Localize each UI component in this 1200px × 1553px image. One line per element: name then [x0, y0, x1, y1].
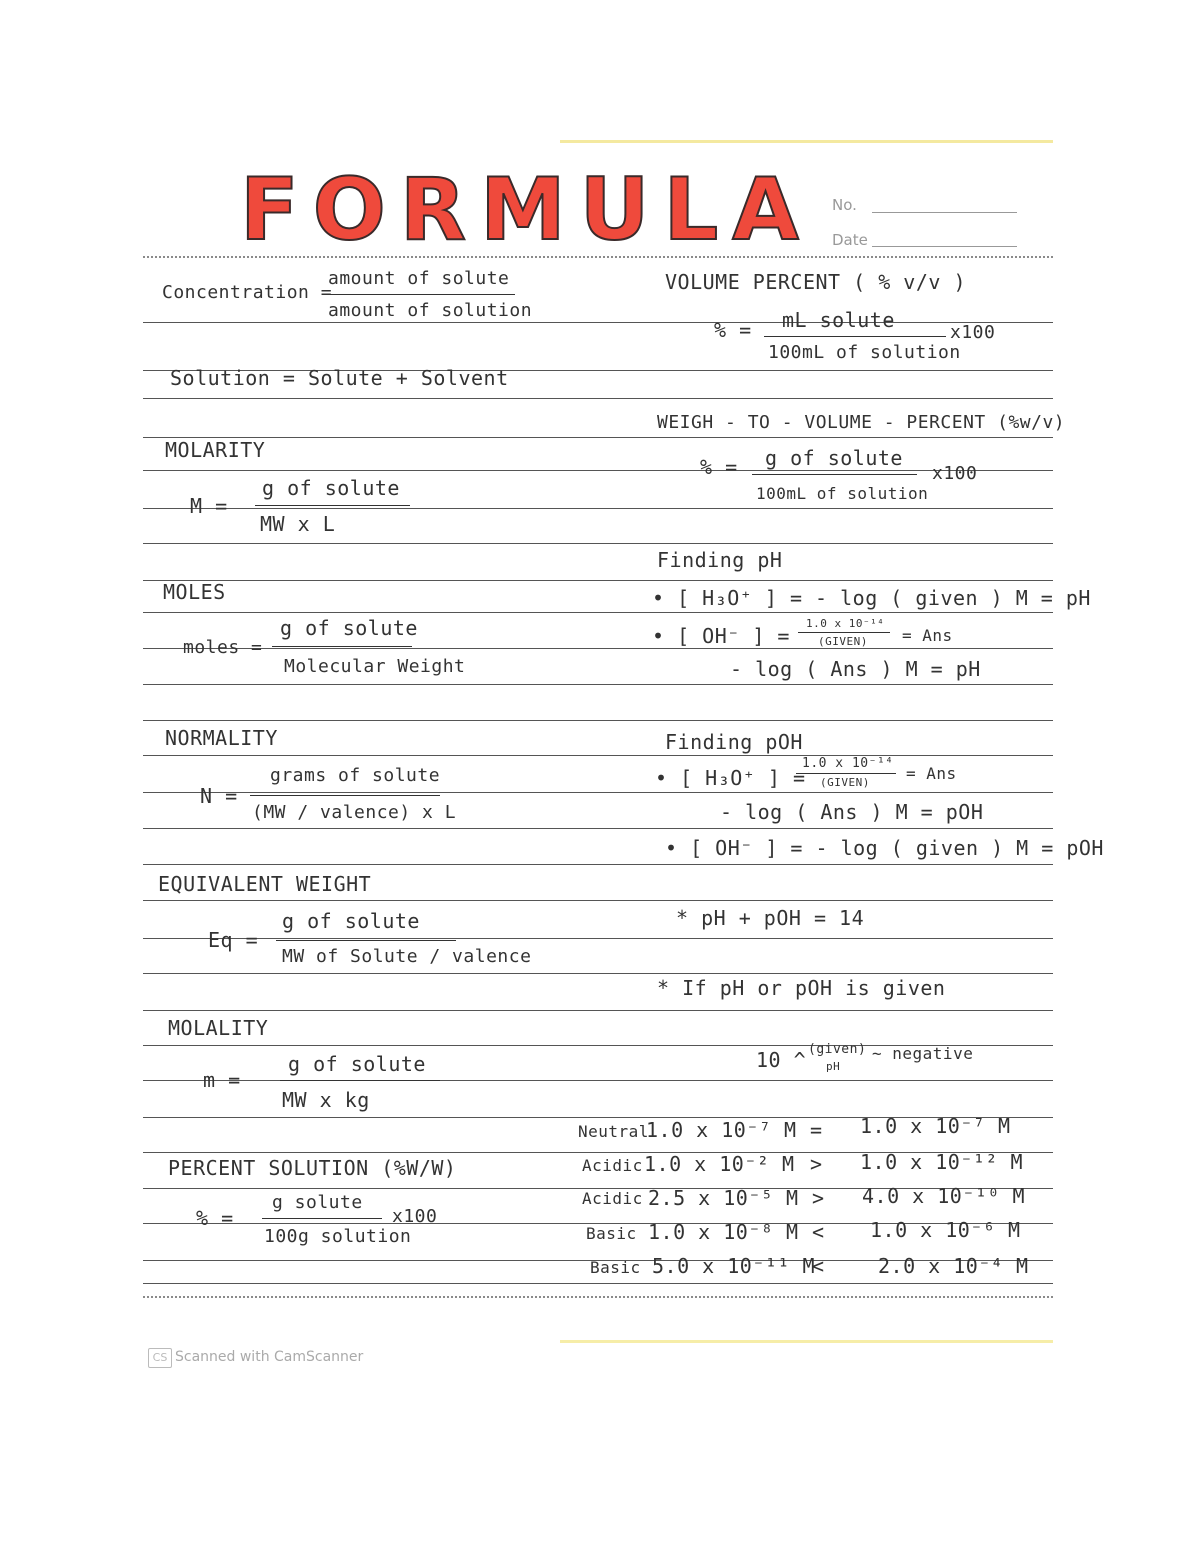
rule: [143, 900, 1053, 901]
comparison-label: Basic: [586, 1224, 637, 1243]
concentration-label: Concentration =: [162, 282, 333, 303]
rule: [143, 437, 1053, 438]
weight-volume-numerator: g of solute: [765, 446, 903, 470]
normality-lhs: N =: [200, 784, 238, 808]
normality-heading: NORMALITY: [165, 726, 278, 750]
comparison-right-value: 1.0 x 10⁻¹² M: [860, 1150, 1024, 1174]
rule: [143, 612, 1053, 613]
power-exponent: (given): [808, 1042, 867, 1057]
moles-denominator: Molecular Weight: [284, 656, 466, 677]
equivalent-weight-heading: EQUIVALENT WEIGHT: [158, 872, 372, 896]
finding-ph-heading: Finding pH: [657, 548, 783, 572]
finding-poh-line1-denominator: (GIVEN): [820, 776, 870, 789]
comparison-left-value: 1.0 x 10⁻⁷ M: [646, 1118, 797, 1142]
moles-heading: MOLES: [163, 580, 226, 604]
fraction-bar: [325, 294, 515, 295]
finding-ph-line3: - log ( Ans ) M = pH: [730, 657, 981, 681]
fraction-bar: [255, 505, 410, 506]
volume-percent-numerator: mL solute: [782, 308, 895, 332]
rule: [143, 580, 1053, 581]
page-edge-bottom: [560, 1340, 1053, 1343]
rule: [143, 755, 1053, 756]
molality-denominator: MW x kg: [282, 1088, 370, 1112]
rule: [143, 648, 1053, 649]
rule: [143, 938, 1053, 939]
rule: [143, 398, 1053, 399]
percent-solution-multiplier: x100: [392, 1206, 438, 1227]
weight-volume-lhs: % =: [700, 455, 738, 479]
rule: [143, 864, 1053, 865]
comparison-right-value: 4.0 x 10⁻¹⁰ M: [862, 1184, 1026, 1208]
top-dotted-rule: [143, 256, 1053, 258]
finding-ph-line2-rhs: = Ans: [902, 626, 953, 645]
molality-lhs: m =: [203, 1068, 241, 1092]
rule: [143, 543, 1053, 544]
concentration-denominator: amount of solution: [328, 300, 533, 321]
fraction-bar: [250, 795, 440, 796]
molality-heading: MOLALITY: [168, 1016, 269, 1040]
percent-solution-lhs: % =: [196, 1206, 234, 1230]
comparison-operator: >: [812, 1186, 825, 1210]
comparison-right-value: 1.0 x 10⁻⁶ M: [870, 1218, 1021, 1242]
fraction-bar: [796, 773, 896, 774]
power-exponent-label: pH: [826, 1060, 841, 1073]
comparison-left-value: 2.5 x 10⁻⁵ M: [648, 1186, 799, 1210]
percent-solution-numerator: g solute: [272, 1192, 363, 1213]
rule: [143, 322, 1053, 323]
finding-poh-line2: - log ( Ans ) M = pOH: [720, 800, 984, 824]
rule: [143, 1283, 1053, 1284]
finding-ph-line2-denominator: (GIVEN): [818, 635, 868, 648]
rule: [143, 684, 1053, 685]
molarity-heading: MOLARITY: [165, 438, 266, 462]
fraction-bar: [280, 1080, 440, 1081]
comparison-label: Acidic: [582, 1189, 643, 1208]
finding-poh-line3: • [ OH⁻ ] = - log ( given ) M = pOH: [665, 836, 1104, 860]
equivalent-numerator: g of solute: [282, 909, 420, 933]
date-field-line: [872, 246, 1017, 247]
fraction-bar: [798, 632, 890, 633]
page-title: FORMULA: [240, 160, 813, 260]
no-field-line: [872, 212, 1017, 213]
no-label: No.: [832, 196, 857, 214]
equivalent-lhs: Eq =: [208, 928, 259, 952]
comparison-operator: <: [812, 1254, 825, 1278]
power-note: ~ negative: [872, 1044, 974, 1063]
moles-lhs: moles =: [183, 637, 263, 658]
percent-solution-heading: PERCENT SOLUTION (%W/W): [168, 1156, 457, 1180]
rule: [143, 470, 1053, 471]
finding-ph-line2-lhs: • [ OH⁻ ] =: [652, 624, 790, 648]
comparison-right-value: 2.0 x 10⁻⁴ M: [878, 1254, 1029, 1278]
rule: [143, 508, 1053, 509]
weight-volume-denominator: 100mL of solution: [756, 484, 929, 503]
comparison-left-value: 1.0 x 10⁻⁸ M: [648, 1220, 799, 1244]
fraction-bar: [764, 336, 946, 337]
camscanner-watermark: Scanned with CamScanner: [175, 1349, 364, 1365]
solution-equation: Solution = Solute + Solvent: [170, 366, 509, 390]
volume-percent-heading: VOLUME PERCENT ( % v/v ): [665, 270, 966, 294]
fraction-bar: [272, 646, 412, 647]
volume-percent-denominator: 100mL of solution: [768, 342, 961, 363]
finding-poh-line1-lhs: • [ H₃O⁺ ] =: [655, 766, 806, 790]
molarity-lhs: M =: [190, 494, 228, 518]
comparison-label: Neutral: [578, 1122, 649, 1141]
molarity-denominator: MW x L: [260, 512, 336, 536]
comparison-label: Basic: [590, 1258, 641, 1277]
finding-ph-line2-numerator: 1.0 x 10⁻¹⁴: [806, 617, 885, 630]
comparison-right-value: 1.0 x 10⁻⁷ M: [860, 1114, 1011, 1138]
fraction-bar: [752, 474, 917, 475]
power-base: 10 ^: [756, 1048, 807, 1072]
volume-percent-multiplier: x100: [950, 322, 996, 343]
fraction-bar: [276, 940, 456, 941]
finding-ph-line1: • [ H₃O⁺ ] = - log ( given ) M = pH: [652, 586, 1091, 610]
page-edge-top: [560, 140, 1053, 143]
percent-solution-denominator: 100g solution: [264, 1226, 412, 1247]
date-label: Date: [832, 231, 868, 249]
moles-numerator: g of solute: [280, 616, 418, 640]
weight-volume-multiplier: x100: [932, 463, 978, 484]
comparison-left-value: 1.0 x 10⁻² M: [644, 1152, 795, 1176]
comparison-operator: =: [810, 1118, 823, 1142]
rule: [143, 828, 1053, 829]
molarity-numerator: g of solute: [262, 476, 400, 500]
normality-denominator: (MW / valence) x L: [252, 802, 457, 823]
finding-poh-heading: Finding pOH: [665, 730, 803, 754]
finding-poh-line1-numerator: 1.0 x 10⁻¹⁴: [802, 756, 894, 771]
finding-poh-line1-rhs: = Ans: [906, 764, 957, 783]
normality-numerator: grams of solute: [270, 765, 441, 786]
rule: [143, 1010, 1053, 1011]
bottom-dotted-rule: [143, 1296, 1053, 1298]
equivalent-denominator: MW of Solute / valence: [282, 946, 532, 967]
comparison-label: Acidic: [582, 1156, 643, 1175]
comparison-operator: >: [810, 1152, 823, 1176]
camscanner-logo: CS: [148, 1348, 172, 1368]
concentration-numerator: amount of solute: [328, 268, 510, 289]
rule: [143, 792, 1053, 793]
fraction-bar: [262, 1218, 382, 1219]
comparison-operator: <: [812, 1220, 825, 1244]
comparison-left-value: 5.0 x 10⁻¹¹ M: [652, 1254, 816, 1278]
volume-percent-lhs: % =: [714, 318, 752, 342]
if-ph-given-note: * If pH or pOH is given: [657, 976, 946, 1000]
rule: [143, 973, 1053, 974]
weight-volume-heading: WEIGH - TO - VOLUME - PERCENT (%w/v): [657, 412, 1066, 433]
rule: [143, 720, 1053, 721]
ph-poh-sum: * pH + pOH = 14: [676, 906, 865, 930]
molality-numerator: g of solute: [288, 1052, 426, 1076]
